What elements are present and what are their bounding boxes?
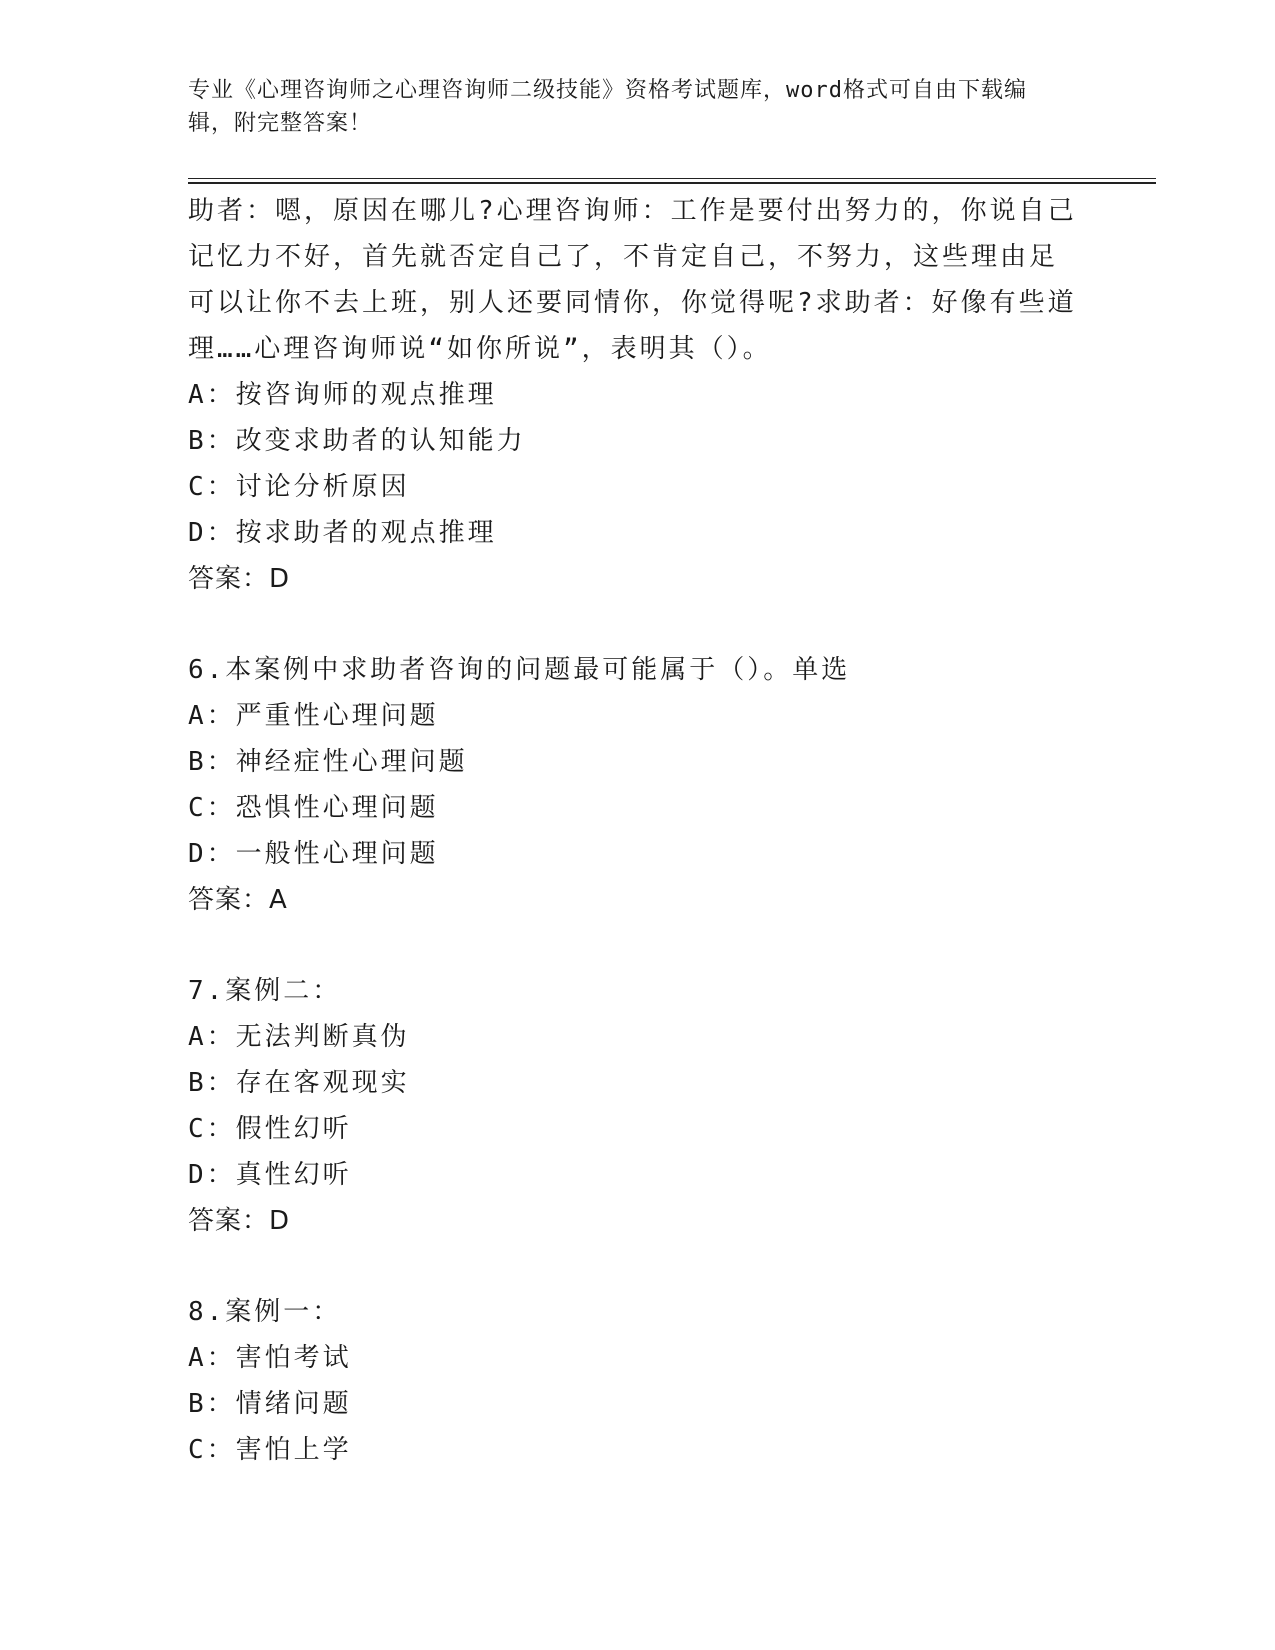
option-d: D：一般性心理问题 xyxy=(188,839,439,869)
option-a: A：无法判断真伪 xyxy=(188,1022,410,1052)
option-c: C：恐惧性心理问题 xyxy=(188,793,439,823)
document-body xyxy=(188,188,1088,1473)
option-c: C：讨论分析原因 xyxy=(188,472,410,502)
option-b: B：神经症性心理问题 xyxy=(188,747,468,777)
option-c: C：假性幻听 xyxy=(188,1114,352,1144)
option-a: A：严重性心理问题 xyxy=(188,701,439,731)
answer-label: 答案：A xyxy=(188,885,288,915)
question-6 xyxy=(188,647,1088,923)
answer-label: 答案：D xyxy=(188,564,291,594)
spacer xyxy=(188,1244,1088,1289)
option-b: B：改变求助者的认知能力 xyxy=(188,426,526,456)
question-8 xyxy=(188,1289,1088,1473)
question-text-line: 理……心理咨询师说“如你所说”，表明其（）。 xyxy=(188,334,772,364)
spacer xyxy=(188,602,1088,647)
question-5-continuation xyxy=(188,188,1088,602)
header-divider-bottom xyxy=(188,182,1156,184)
option-a: A：害怕考试 xyxy=(188,1343,352,1373)
document-header: 专业《心理咨询师之心理咨询师二级技能》资格考试题库，word格式可自由下载编辑，附完整答案！ xyxy=(188,78,1027,136)
option-b: B：存在客观现实 xyxy=(188,1068,410,1098)
option-d: D：真性幻听 xyxy=(188,1160,352,1190)
header-divider-top xyxy=(188,178,1156,179)
question-text-line: 可以让你不去上班，别人还要同情你，你觉得呢?求助者：好像有些道 xyxy=(188,288,1077,318)
question-stem: 8.案例一： xyxy=(188,1297,342,1327)
question-7 xyxy=(188,968,1088,1244)
option-a: A：按咨询师的观点推理 xyxy=(188,380,497,410)
answer-label: 答案：D xyxy=(188,1206,291,1236)
question-stem: 7.案例二： xyxy=(188,976,342,1006)
question-text-line: 记忆力不好，首先就否定自己了，不肯定自己，不努力，这些理由足 xyxy=(188,242,1059,272)
option-d: D：按求助者的观点推理 xyxy=(188,518,497,548)
question-stem: 6.本案例中求助者咨询的问题最可能属于（）。单选 xyxy=(188,655,851,685)
question-text-line: 助者：嗯，原因在哪儿?心理咨询师：工作是要付出努力的，你说自己 xyxy=(188,196,1077,226)
spacer xyxy=(188,923,1088,968)
option-c: C：害怕上学 xyxy=(188,1435,352,1465)
option-b: B：情绪问题 xyxy=(188,1389,352,1419)
